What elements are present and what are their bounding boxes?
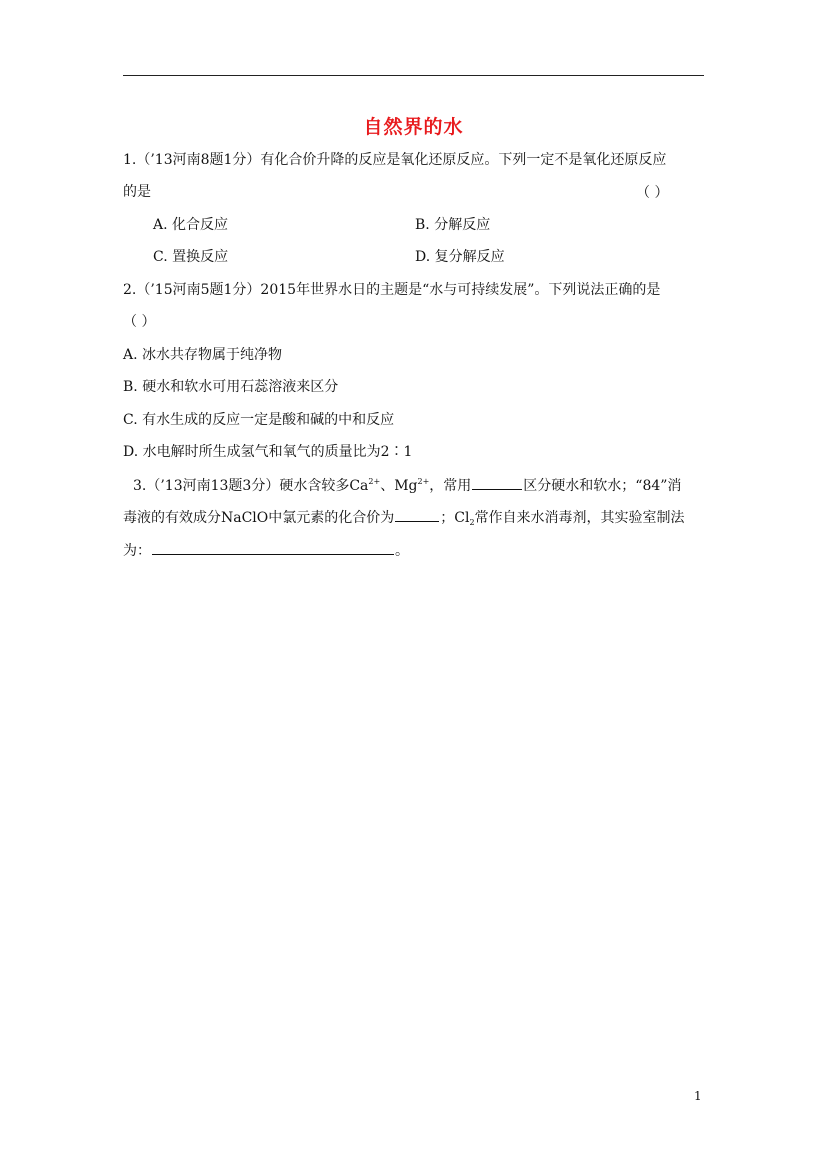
- q1-option-c: C. 置换反应: [153, 249, 229, 265]
- q3-text-d: 区分硬水和软水；“84”消: [523, 478, 682, 494]
- q3-line1: [133, 475, 681, 496]
- mg-charge: 2+: [417, 477, 430, 486]
- page-title: 自然界的水: [363, 116, 464, 138]
- q3-text-f: ；Cl: [440, 510, 470, 526]
- q2-option-c: C. 有水生成的反应一定是酸和碱的中和反应: [123, 412, 395, 428]
- answer-blank-1[interactable]: [472, 475, 522, 490]
- q2-stem-line1: 2.（’15河南5题1分）2015年世界水日的主题是“水与可持续发展”。下列说法正确的是: [123, 282, 661, 298]
- cl-subscript: 2: [469, 518, 475, 527]
- page-number: 1: [694, 1089, 702, 1103]
- q3-text-h: 为：: [123, 543, 151, 559]
- q1-stem-line2: 的是: [123, 184, 151, 200]
- ca-charge: 2+: [368, 477, 381, 486]
- q3-line3: [123, 540, 409, 561]
- q2-answer-parens: （ ）: [123, 314, 156, 330]
- q1-answer-parens: （ ）: [636, 185, 669, 201]
- answer-blank-3[interactable]: [152, 540, 394, 555]
- header-rule: [123, 75, 704, 76]
- q1-stem-line1: 1.（’13河南8题1分）有化合价升降的反应是氧化还原反应。下列一定不是氧化还原反应: [123, 152, 667, 168]
- q1-option-b: B. 分解反应: [415, 217, 491, 233]
- q3-line2: [123, 507, 685, 528]
- q2-option-b: B. 硬水和软水可用石蕊溶液来区分: [123, 379, 339, 395]
- q3-text-b: 、Mg: [380, 478, 418, 494]
- q1-option-d: D. 复分解反应: [415, 249, 505, 265]
- answer-blank-2[interactable]: [395, 507, 439, 522]
- q1-option-a: A. 化合反应: [153, 217, 229, 233]
- q2-option-d: D. 水电解时所生成氢气和氧气的质量比为2∶1: [123, 444, 413, 460]
- q3-text-e: 毒液的有效成分NaClO中氯元素的化合价为: [123, 510, 395, 526]
- q2-option-a: A. 冰水共存物属于纯净物: [123, 347, 283, 363]
- q3-text-g: 常作自来水消毒剂，其实验室制法: [474, 510, 685, 526]
- q3-text-i: 。: [395, 543, 409, 559]
- q3-text-a: 3.（’13河南13题3分）硬水含较多Ca: [133, 478, 369, 494]
- q3-text-c: ，常用: [429, 478, 472, 494]
